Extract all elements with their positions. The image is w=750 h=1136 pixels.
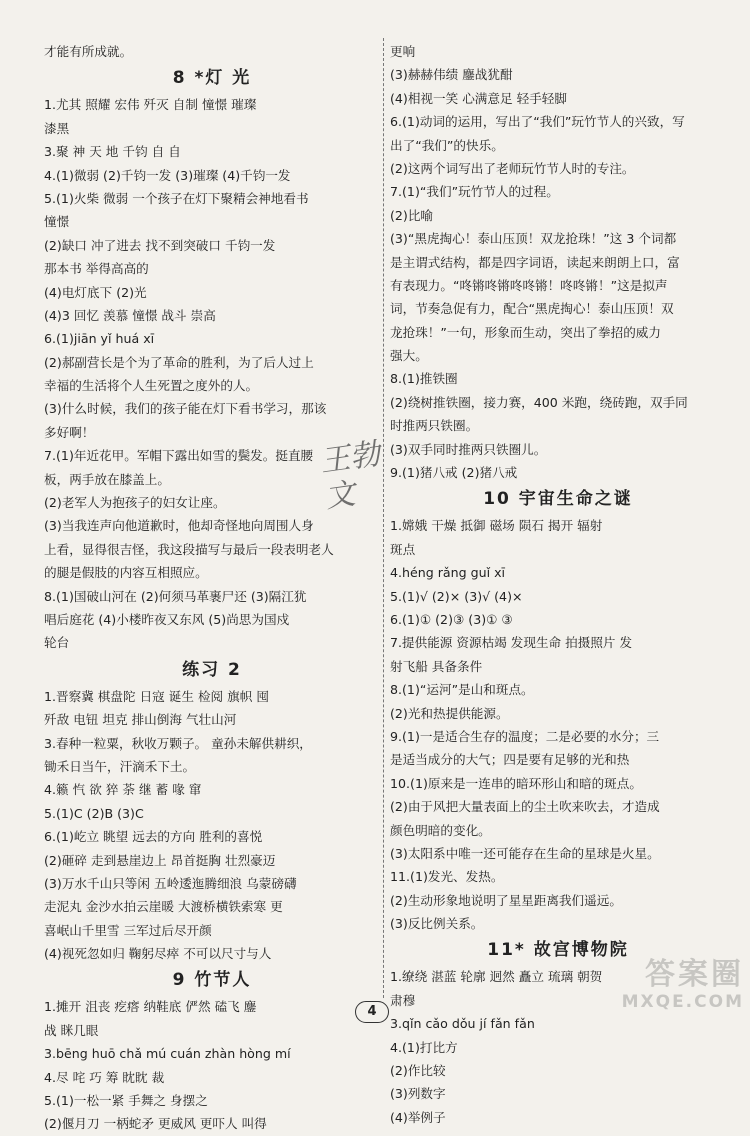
answer-line: 11.(1)发光、发热。 [390,869,504,885]
answer-line: 颜色明暗的变化。 [390,822,491,838]
answer-line: (2)比喻 [390,207,434,223]
answer-line: 5.(1)√ (2)× (3)√ (4)× [390,588,523,604]
answer-line: 4.籁 忾 欲 猝 荼 继 蓄 喙 窜 [44,782,202,798]
answer-line: (3)赫赫伟绩 鏖战犹酣 [390,67,513,83]
answer-line: 斑点 [390,541,416,557]
answer-line: 有表现力。“咚锵咚锵咚咚锵！咚咚锵！”这是拟声 [390,277,668,293]
answer-line: 7.提供能源 资源枯竭 发现生命 拍摄照片 发 [390,635,633,651]
answer-line: (4)相视一笑 心满意足 轻手轻脚 [390,90,567,106]
answer-line: 8.(1)国破山河在 (2)何须马革裹尸还 (3)隔江犹 [44,588,307,604]
answer-line: (4)电灯底下 (2)光 [44,284,147,300]
signature-text: 王勃文 [317,436,383,516]
answer-line: 4.héng rǎng guǐ xī [390,565,506,581]
answer-line: 1.嫦娥 干燥 抵御 磁场 陨石 揭开 辐射 [390,518,603,534]
watermark-url-text: MXQE.COM [621,992,744,1012]
answer-line: 4.(1)打比方 [390,1039,458,1055]
answer-line: 1.晋察冀 棋盘陀 日寇 诞生 检阅 旗帜 囤 [44,688,269,704]
answer-line: 1.摊开 沮丧 疙瘩 纳鞋底 俨然 磕飞 鏖 [44,999,257,1015]
section-title: 练习 2 [182,659,242,680]
section-title: 11* 故宫博物院 [487,940,629,961]
answer-line: (3)列数字 [390,1086,446,1102]
answer-line: 漆黑 [44,120,70,136]
answer-line: 8.(1)“运河”是山和斑点。 [390,682,534,698]
answer-line: (2)光和热提供能源。 [390,705,509,721]
answer-line: 喜岷山千里雪 三军过后尽开颜 [44,922,212,938]
answer-line: (2)老军人为抱孩子的妇女让座。 [44,495,226,511]
answer-line: 更响 [390,44,416,59]
answer-line: 10.(1)原来是一连串的暗环形山和暗的斑点。 [390,775,642,791]
answer-line: 肃穆 [390,992,416,1008]
left-column [44,40,383,1136]
answer-line: 9.(1)猪八戒 (2)猪八戒 [390,465,518,481]
answer-line: 憧憬 [44,214,70,230]
answer-line: 5.(1)火柴 微弱 一个孩子在灯下聚精会神地看书 [44,190,309,206]
answer-line: 战 眯几眼 [44,1022,99,1038]
answer-line: 5.(1)一松一紧 手舞之 身摆之 [44,1093,208,1109]
answer-line: (3)太阳系中唯一还可能存在生命的星球是火星。 [390,845,660,861]
answer-line: 7.(1)“我们”玩竹节人的过程。 [390,184,559,200]
answer-line: 锄禾日当午，汗滴禾下土。 [44,758,196,774]
answer-line: (2)作比较 [390,1063,446,1079]
answer-line: 3.bēng huō chǎ mú cuán zhàn hòng mí [44,1046,291,1062]
answer-line: 轮台 [44,635,70,651]
answer-line: (3)当我连声向他道歉时，他却奇怪地向周围人身 [44,518,314,534]
answer-line: (2)郝副营长是个为了革命的胜利，为了后人过上 [44,354,314,370]
answer-line: 1.缭绕 湛蓝 轮廓 迥然 矗立 琉璃 朝贺 [390,969,603,985]
answer-line: 是主谓式结构，都是四字词语，读起来朗朗上口，富 [390,254,680,270]
answer-line: 6.(1)屹立 眺望 远去的方向 胜利的喜悦 [44,829,263,845]
answer-line: (2)缺口 冲了进去 找不到突破口 千钧一发 [44,237,276,253]
answer-line: (2)这两个词写出了老师玩竹节人时的专注。 [390,160,635,176]
answer-line: 3.聚 神 天 地 千钧 自 自 [44,144,181,160]
answer-line: (2)生动形象地说明了星星距离我们遥远。 [390,892,622,908]
answer-line: 的腿是假肢的内容互相照应。 [44,565,208,581]
answer-line: 上看，显得很吉怪，我这段描写与最后一段表明老人 [44,541,334,557]
answer-line: (3)“黑虎掏心！泰山压顶！双龙抢珠！”这 3 个词都 [390,231,677,247]
answer-line: 6.(1)① (2)③ (3)① ③ [390,611,513,627]
answer-line: 时推两只铁圈。 [390,418,479,434]
answer-line: (3)双手同时推两只铁圈儿。 [390,441,547,457]
answer-line: 走泥丸 金沙水拍云崖暖 大渡桥横铁索寒 更 [44,899,283,915]
answer-line: (2)由于风把大量表面上的尘土吹来吹去，才造成 [390,799,660,815]
answer-line: 8.(1)推铁圈 [390,371,458,387]
answer-line: 9.(1)一是适合生存的温度；二是必要的水分；三 [390,728,660,744]
answer-line: 6.(1)jiān yǐ huá xī [44,331,155,347]
answer-line: 词，节奏急促有力，配合“黑虎掏心！泰山压顶！双 [390,301,674,317]
answer-line: 出了“我们”的快乐。 [390,137,504,153]
answer-line: 龙抢珠！”一句，形象而生动，突出了拳招的威力 [390,324,661,340]
answer-line: 4.(1)微弱 (2)千钧一发 (3)璀璨 (4)千钧一发 [44,167,291,183]
answer-line: 多好啊！ [44,424,95,440]
answer-line: 4.尽 咤 巧 筹 眈眈 裁 [44,1069,165,1085]
answer-line: 幸福的生活将个人生死置之度外的人。 [44,378,259,394]
answer-line: 6.(1)动词的运用，写出了“我们”玩竹节人的兴致，写 [390,114,685,130]
answer-line: 板，两手放在膝盖上。 [44,471,170,487]
answer-line: 3.qǐn cǎo dǒu jí fǎn fǎn [390,1016,535,1032]
answer-line: 5.(1)C (2)B (3)C [44,805,144,821]
answer-line: 歼敌 电钮 坦克 排山倒海 气壮山河 [44,712,237,728]
answer-line: (2)绕树推铁圈，接力赛，400 米跑，绕砖跑，双手同 [390,394,688,410]
answer-line: (4)视死忽如归 鞠躬尽瘁 不可以尺寸与人 [44,946,272,962]
answer-line: 3.春种一粒粟，秋收万颗子。 童孙未解供耕织， [44,735,312,751]
answer-line: (2)偃月刀 一柄蛇矛 更威风 更吓人 叫得 [44,1116,267,1132]
answer-line: 1.尤其 照耀 宏伟 歼灭 自制 憧憬 璀璨 [44,97,257,113]
site-watermark [584,958,744,1018]
answer-line: (4)3 回忆 羡慕 憧憬 战斗 崇高 [44,307,216,323]
answer-line: 是适当成分的大气；四是要有足够的光和热 [390,752,630,768]
page-number: 4 [355,1001,389,1023]
section-title: 10 宇宙生命之谜 [483,489,633,510]
section-title: 8 *灯 光 [172,68,252,89]
answer-line: 射飞船 具备条件 [390,658,483,674]
answer-line: (3)什么时候，我们的孩子能在灯下看书学习，那该 [44,401,327,417]
answer-line: 强大。 [390,348,428,364]
answer-line: 才能有所成就。 [44,44,133,59]
answer-line: 那本书 举得高高的 [44,261,149,277]
answer-line: (2)砸碎 走到悬崖边上 昂首挺胸 壮烈豪迈 [44,852,276,868]
watermark-logo-text: 答案圈 [645,957,744,992]
answer-line: (4)举例子 [390,1109,446,1125]
answer-line: (3)反比例关系。 [390,916,484,932]
answer-line: 唱后庭花 (4)小楼昨夜又东风 (5)尚思为国戍 [44,611,290,627]
section-title: 9 竹节人 [172,970,252,991]
answer-line: (3)万水千山只等闲 五岭逶迤腾细浪 乌蒙磅礴 [44,875,297,891]
answer-line: 7.(1)年近花甲。军帽下露出如雪的鬓发。挺直腰 [44,448,314,464]
